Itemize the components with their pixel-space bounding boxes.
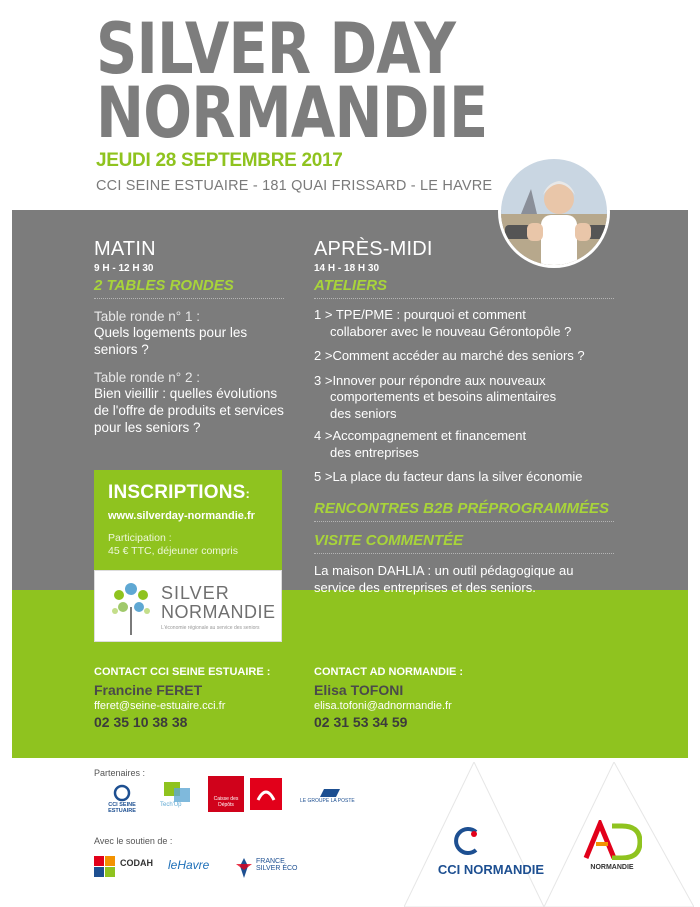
contact-name: Francine FERET xyxy=(94,682,203,698)
logo-tagline: L'économie régionale au service des seniors xyxy=(161,625,260,631)
contact-heading: CONTACT CCI SEINE ESTUAIRE : xyxy=(94,666,271,678)
contact-email[interactable]: fferet@seine-estuaire.cci.fr xyxy=(94,700,226,712)
cci-normandie-logo: CCI NORMANDIE xyxy=(446,826,536,882)
round-table-1-heading: Table ronde n° 1 : xyxy=(94,309,200,324)
partners-label: Partenaires : xyxy=(94,768,146,778)
contact-name: Elisa TOFONI xyxy=(314,682,404,698)
workshop-item: 4 >Accompagnement et financement des entreprises xyxy=(314,428,527,460)
contact-cci xyxy=(94,666,270,730)
logo-silver: SILVER xyxy=(161,583,230,603)
partner-logo-techup: Tech'Up xyxy=(160,780,196,812)
partner-logo-credit-agricole xyxy=(250,778,282,810)
silver-normandie-logo xyxy=(94,570,282,642)
round-table-2-text: Bien vieillir : quelles évolutions de l'offre de produits et services pour les seniors ? xyxy=(94,386,284,435)
workshop-item: 2 >Comment accéder au marché des seniors ? xyxy=(314,348,585,363)
title-line-1: SILVER DAY xyxy=(96,8,456,90)
registration-title: INSCRIPTIONS: xyxy=(108,482,251,503)
logo-normandie: NORMANDIE xyxy=(161,602,276,622)
workshop-item: 3 >Innover pour répondre aux nouveaux comportements et besoins alimentaires des seniors xyxy=(314,372,557,421)
morning-subtitle: 2 TABLES RONDES xyxy=(94,277,284,299)
contact-phone: 02 31 53 34 59 xyxy=(314,714,408,730)
afternoon-subtitle: ATELIERS xyxy=(314,277,614,299)
afternoon-title: APRÈS-MIDI xyxy=(314,238,433,260)
round-table-2-heading: Table ronde n° 2 : xyxy=(94,370,200,385)
title-line-2: NORMANDIE xyxy=(96,72,488,154)
workshop-item: 5 >La place du facteur dans la silver économie xyxy=(314,469,583,484)
support-logo-france-silver-eco: FRANCE SILVER ÉCO xyxy=(234,854,304,882)
participation-label: Participation : xyxy=(108,532,172,544)
morning-column xyxy=(94,238,284,436)
contact-heading: CONTACT AD NORMANDIE : xyxy=(314,666,464,678)
event-date: JEUDI 28 SEPTEMBRE 2017 xyxy=(96,150,343,171)
afternoon-column xyxy=(314,238,614,596)
contact-email[interactable]: elisa.tofoni@adnormandie.fr xyxy=(314,700,452,712)
visit-text: La maison DAHLIA : un outil pédagogique au service des entreprises et des seniors. xyxy=(314,562,574,595)
support-label: Avec le soutien de : xyxy=(94,836,173,846)
event-venue: CCI SEINE ESTUAIRE - 181 QUAI FRISSARD - LE HAVRE xyxy=(96,178,493,194)
support-logo-lehavre: leHavre xyxy=(168,858,210,872)
partner-logo-cci-seine-estuaire: CCI SEINE ESTUAIRE xyxy=(94,784,150,812)
b2b-heading: RENCONTRES B2B PRÉPROGRAMMÉES xyxy=(314,500,614,522)
morning-title: MATIN xyxy=(94,238,156,260)
partner-logo-la-poste: LE GROUPE LA POSTE xyxy=(300,786,364,806)
participation-text: 45 € TTC, déjeuner compris xyxy=(108,545,238,557)
ad-normandie-logo: NORMANDIE xyxy=(580,820,644,882)
morning-time: 9 H - 12 H 30 xyxy=(94,263,154,274)
round-table-1-text: Quels logements pour les seniors ? xyxy=(94,325,248,357)
contact-ad xyxy=(314,666,463,730)
registration-url[interactable]: www.silverday-normandie.fr xyxy=(108,510,255,522)
support-logo-codah: CODAH xyxy=(94,854,154,880)
visit-heading: VISITE COMMENTÉE xyxy=(314,532,614,554)
contact-phone: 02 35 10 38 38 xyxy=(94,714,188,730)
afternoon-time: 14 H - 18 H 30 xyxy=(314,263,380,274)
partner-logo-caisse-des-depots: Caisse des Dépôts xyxy=(208,776,244,812)
workshop-item: 1 > TPE/PME : pourquoi et comment collaborer avec le nouveau Gérontopôle ? xyxy=(314,307,572,339)
